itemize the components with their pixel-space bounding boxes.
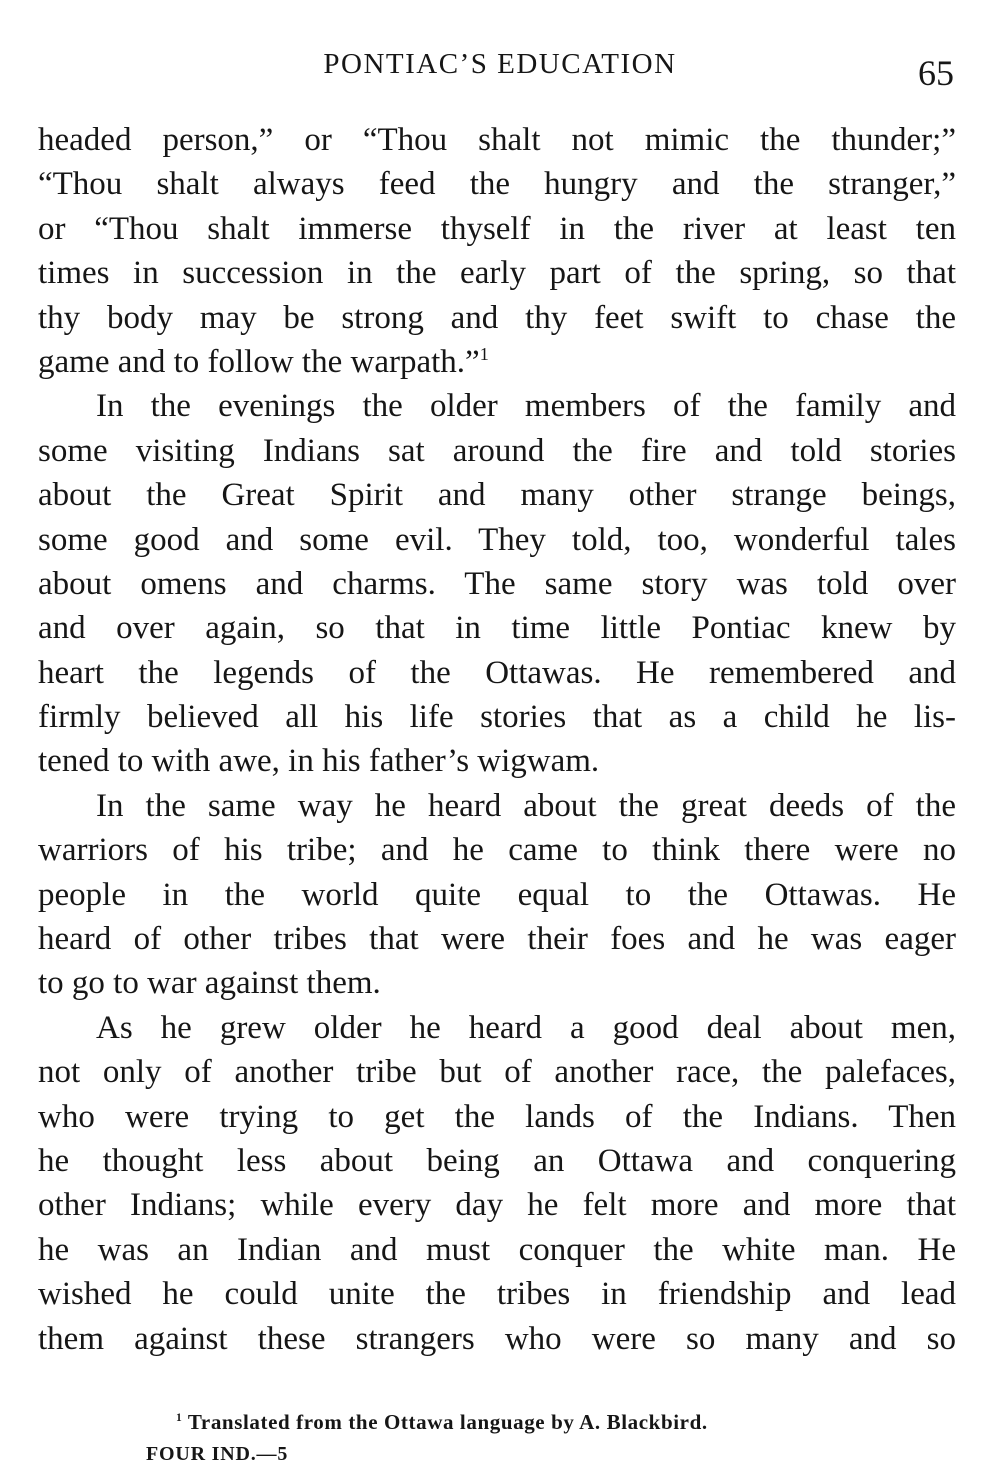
text-line: In the evenings the older members of the family and [96, 388, 956, 425]
text-line-content: game and to follow the warpath.” [38, 343, 480, 380]
text-line: them against these strangers who were so many and so [38, 1320, 956, 1357]
text-line: As he grew older he heard a good deal about men, [96, 1009, 956, 1046]
text-line: other Indians; while every day he felt more and more that [38, 1187, 956, 1224]
text-line: wished he could unite the tribes in friendship and lead [38, 1276, 956, 1313]
text-line: not only of another tribe but of another race, the palefaces, [38, 1054, 956, 1091]
text-line: he thought less about being an Ottawa and conquering [38, 1142, 956, 1179]
text-line: times in succession in the early part of the spring, so that [38, 255, 956, 292]
text-line: In the same way he heard about the great deeds of the [96, 787, 956, 824]
text-line: some good and some evil. They told, too, wonderful tales [38, 521, 956, 558]
text-line: some visiting Indians sat around the fire and told stories [38, 432, 956, 469]
text-line: tened to with awe, in his father’s wigwam. [38, 743, 600, 780]
text-line: “Thou shalt always feed the hungry and the stranger,” [38, 166, 956, 203]
text-line: he was an Indian and must conquer the white man. He [38, 1231, 956, 1268]
text-line: about the Great Spirit and many other strange beings, [38, 477, 956, 514]
text-line: headed person,” or “Thou shalt not mimic the thunder;” [38, 122, 956, 158]
body-text [38, 118, 956, 1361]
footnote [176, 1410, 708, 1435]
text-line: warriors of his tribe; and he came to think there were no [38, 832, 956, 869]
text-line: heart the legends of the Ottawas. He remembered and [38, 654, 956, 691]
printer-signature-mark: FOUR IND.—5 [146, 1443, 289, 1465]
text-line: thy body may be strong and thy feet swift to chase the [38, 299, 956, 336]
footnote-reference: 1 [479, 343, 489, 364]
text-line: people in the world quite equal to the Ottawas. He [38, 876, 956, 913]
text-line: and over again, so that in time little Pontiac knew by [38, 610, 956, 647]
text-line [38, 340, 956, 384]
running-title: PONTIAC’S EDUCATION [323, 48, 677, 80]
footnote-text: Translated from the Ottawa language by A. Blackbird. [187, 1410, 708, 1434]
text-line: heard of other tribes that were their foes and he was eager [38, 921, 956, 958]
text-line: firmly believed all his life stories that as a child he lis- [38, 699, 956, 736]
page-number: 65 [918, 53, 954, 93]
text-line: about omens and charms. The same story was told over [38, 565, 956, 602]
text-line: or “Thou shalt immerse thyself in the river at least ten [38, 210, 956, 247]
text-line: to go to war against them. [38, 965, 381, 1002]
footnote-marker: 1 [176, 1412, 183, 1424]
text-line: who were trying to get the lands of the Indians. Then [38, 1098, 956, 1135]
